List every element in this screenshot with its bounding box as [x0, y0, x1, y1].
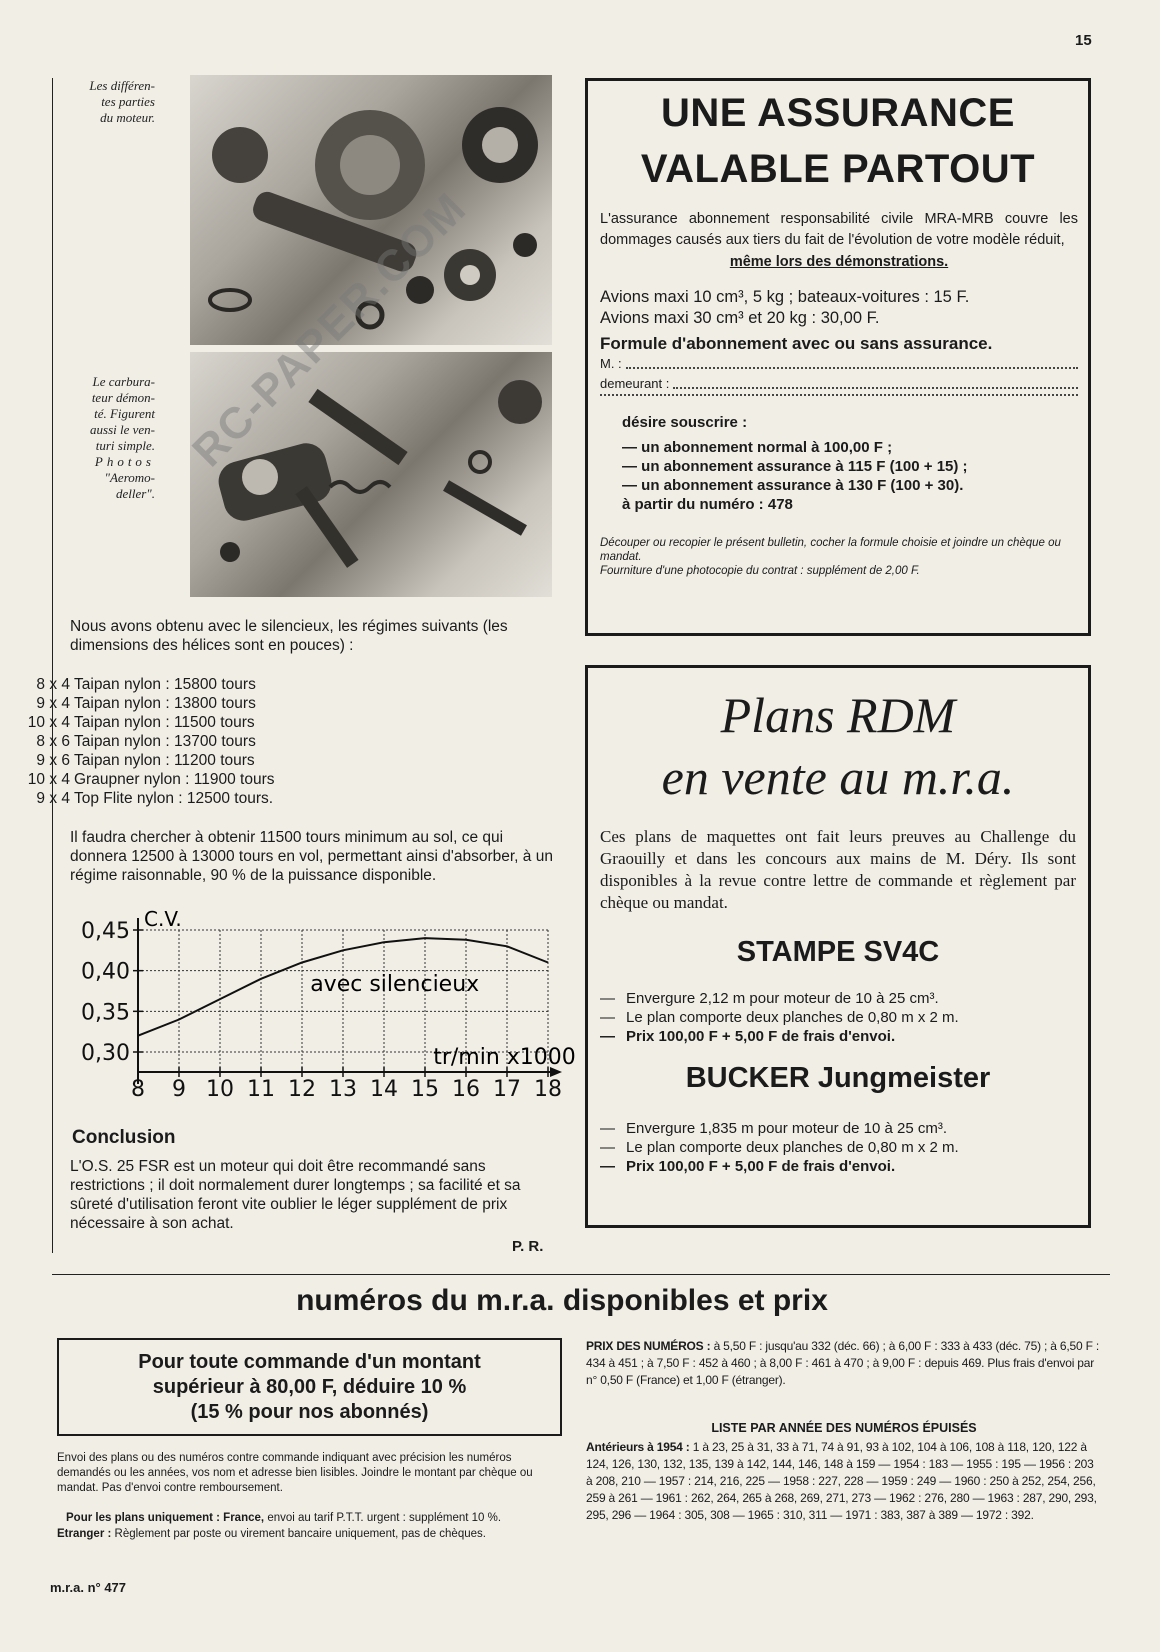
- y-tick-label: 0,40: [81, 959, 130, 985]
- discount-line-2: supérieur à 80,00 F, déduire 10 %: [152, 1376, 467, 1398]
- insurance-note: Découper ou recopier le présent bulletin, cocher la formule choisie et joindre un chèque ou mandat.: [600, 537, 1061, 563]
- plan-stampe-title: STAMPE SV4C: [736, 936, 940, 968]
- list-item: 8 x 4 Taipan nylon : 15800 tours: [36, 676, 256, 693]
- x-tick-label: 10: [206, 1077, 234, 1102]
- sold-out-list: Antérieurs à 1954 : 1 à 23, 25 à 31, 33 à 71, 74 à 91, 93 à 102, 104 à 106, 108 à 118, 120, 122 à 124, 126, 130, 132, 135, 139 à 142, 144, 146, 148 à 159 — 1954 : 183 — 1955 : 195 — 1956 : 203 à 208, 210 — 1957 : 214, 216, 225 — 1958 : 227, 228 — 1959 : 249 — 1960 : 250 à 252, 254, 256, 259 à 261 — 1961 : 262, 264, 265 à 268, 269, 271, 273 — 1962 : 276, 280 — 1963 : 287, 290, 293, 295, 296 — 1964 : 305, 308 — 1965 : 310, 311 — 1971 : 383, 387 à 389 — 1972 : 392.: [586, 1440, 1097, 1522]
- chart-ticks: [81, 919, 562, 1102]
- order-instructions: Envoi des plans ou des numéros contre commande indiquant avec précision les numéros demandés ou les années, vos nom et adresse bien lisibles. Joindre le montant par chèque ou mandat. Pas d'envoi contre remboursement.: [57, 1452, 533, 1494]
- power-curve-chart: [60, 900, 576, 1110]
- plans-intro: Ces plans de maquettes ont fait leurs preuves au Challenge du Graouilly et dans les concours aux mains de M. Déry. Ils sont disponibles à la revue contre lettre de commande et règlement par chèque ou mandat.: [600, 827, 1076, 912]
- plans-box: [585, 665, 1091, 1228]
- x-tick-label: 17: [493, 1077, 521, 1102]
- x-tick-label: 12: [288, 1077, 316, 1102]
- photo-caption-bottom: Le carbura- teur démon- té. Figurent aussi le ven- turi simple. Photos "Aeromo- deller".: [90, 374, 155, 501]
- list-item: 9 x 4 Top Flite nylon : 12500 tours.: [36, 790, 274, 807]
- list-item: 10 x 4 Taipan nylon : 11500 tours: [27, 714, 255, 731]
- list-item: — Prix 100,00 F + 5,00 F de frais d'envoi.: [600, 1158, 896, 1175]
- discount-line-3: (15 % pour nos abonnés): [190, 1401, 429, 1423]
- section-rule: [52, 1274, 1110, 1275]
- abroad-note: Etranger : Règlement par poste ou virement bancaire uniquement, pas de chèques.: [57, 1528, 486, 1540]
- chart-series-label: avec silencieux: [310, 972, 480, 997]
- discount-line-1: Pour toute commande d'un montant: [138, 1351, 481, 1373]
- x-tick-label: 16: [452, 1077, 480, 1102]
- insurance-title-1: UNE ASSURANCE: [661, 91, 1015, 135]
- x-tick-label: 11: [247, 1077, 275, 1102]
- y-tick-label: 0,35: [81, 1000, 130, 1026]
- photo-caption-top: Les différen- tes parties du moteur.: [89, 78, 155, 125]
- footer-issue: m.r.a. n° 477: [50, 1580, 127, 1595]
- rpm-list: [0, 675, 470, 808]
- from-issue: à partir du numéro : 478: [622, 496, 793, 513]
- plans-title-2: en vente au m.r.a.: [661, 749, 1015, 805]
- conclusion-title: Conclusion: [72, 1127, 176, 1148]
- list-item: 8 x 6 Taipan nylon : 13700 tours: [36, 733, 256, 750]
- signature: P. R.: [512, 1238, 544, 1255]
- insurance-box: [585, 78, 1091, 636]
- x-tick-label: 13: [329, 1077, 357, 1102]
- subscribe-title: désire souscrire :: [622, 414, 748, 431]
- insurance-price-1: Avions maxi 10 cm³, 5 kg ; bateaux-voitures : 15 F.: [600, 288, 970, 306]
- option-normal[interactable]: — un abonnement normal à 100,00 F ;: [622, 439, 893, 456]
- watermark: RC-PAPER.COM: [183, 183, 477, 477]
- insurance-intro: L'assurance abonnement responsabilité civile MRA-MRB couvre les dommages causés aux tiers du fait de l'évolution de votre modèle réduit,: [600, 211, 1078, 248]
- list-item: — Prix 100,00 F + 5,00 F de frais d'envoi.: [600, 1028, 896, 1045]
- page-number: 15: [1075, 32, 1092, 49]
- chart-x-label: tr/min x1000: [433, 1045, 576, 1070]
- option-insurance-115[interactable]: — un abonnement assurance à 115 F (100 + 15) ;: [622, 458, 968, 475]
- x-tick-label: 8: [131, 1077, 145, 1102]
- x-tick-label: 9: [172, 1077, 186, 1102]
- intro-paragraph: Nous avons obtenu avec le silencieux, les régimes suivants (les dimensions des hélices sont en pouces) :: [70, 618, 508, 654]
- sold-out-title: LISTE PAR ANNÉE DES NUMÉROS ÉPUISÉS: [711, 1421, 977, 1435]
- address-field[interactable]: demeurant :: [600, 374, 1078, 394]
- insurance-price-2: Avions maxi 30 cm³ et 20 kg : 30,00 F.: [600, 309, 880, 327]
- y-tick-label: 0,30: [81, 1041, 130, 1066]
- conclusion-text: L'O.S. 25 FSR est un moteur qui doit être recommandé sans restrictions ; il doit normalement durer longtemps ; sa facilité et sa sûreté d'utilisation feront vite oublier le léger supplément de prix nécessaire à son achat.: [70, 1158, 521, 1232]
- insurance-note-2: Fourniture d'une photocopie du contrat : supplément de 2,00 F.: [600, 565, 920, 577]
- list-item: — Envergure 1,835 m pour moteur de 10 à 25 cm³.: [600, 1120, 948, 1137]
- list-item: 10 x 4 Graupner nylon : 11900 tours: [27, 771, 275, 788]
- insurance-title-2: VALABLE PARTOUT: [640, 147, 1036, 191]
- rpm-paragraph: Il faudra chercher à obtenir 11500 tours minimum au sol, ce qui donnera 12500 à 13000 tours en vol, permettant ainsi d'absorber, à un régime raisonnable, 90 % de la puissance disponible.: [70, 829, 553, 884]
- list-item: 9 x 6 Taipan nylon : 11200 tours: [36, 752, 255, 769]
- chart-y-label: C.V.: [144, 907, 182, 931]
- address-field-2[interactable]: [600, 394, 1078, 401]
- list-item: — Le plan comporte deux planches de 0,80 m x 2 m.: [600, 1139, 959, 1156]
- discount-box: [57, 1338, 562, 1436]
- list-item: — Envergure 2,12 m pour moteur de 10 à 25 cm³.: [600, 990, 939, 1007]
- x-tick-label: 14: [370, 1077, 398, 1102]
- numbers-section-title: numéros du m.r.a. disponibles et prix: [296, 1284, 828, 1317]
- plans-title-1: Plans RDM: [720, 687, 956, 743]
- column-rule: [52, 78, 53, 1253]
- name-field[interactable]: M. :: [600, 354, 1078, 374]
- insurance-form-title: Formule d'abonnement avec ou sans assurance.: [600, 334, 993, 353]
- list-item: — Le plan comporte deux planches de 0,80 m x 2 m.: [600, 1009, 959, 1026]
- list-item: 9 x 4 Taipan nylon : 13800 tours: [36, 695, 256, 712]
- y-tick-label: 0,45: [81, 919, 130, 944]
- x-tick-label: 15: [411, 1077, 439, 1102]
- plan-bucker-title: BUCKER Jungmeister: [685, 1062, 991, 1094]
- option-insurance-130[interactable]: — un abonnement assurance à 130 F (100 + 30).: [622, 477, 964, 494]
- plans-only-note: Pour les plans uniquement : France, envoi au tarif P.T.T. urgent : supplément 10 %.: [66, 1512, 502, 1524]
- x-tick-label: 18: [534, 1077, 562, 1102]
- issue-prices: PRIX DES NUMÉROS : à 5,50 F : jusqu'au 332 (déc. 66) ; à 6,00 F : 333 à 433 (déc. 75) ; à 6,50 F : 434 à 451 ; à 7,50 F : 452 à 460 ; à 8,00 F : 461 à 470 ; à 9,00 F : depuis 469. Plus frais d'envoi par n° 0,50 F (France) et 1,00 F (étranger).: [586, 1339, 1099, 1387]
- insurance-underline: même lors des démonstrations.: [729, 254, 949, 270]
